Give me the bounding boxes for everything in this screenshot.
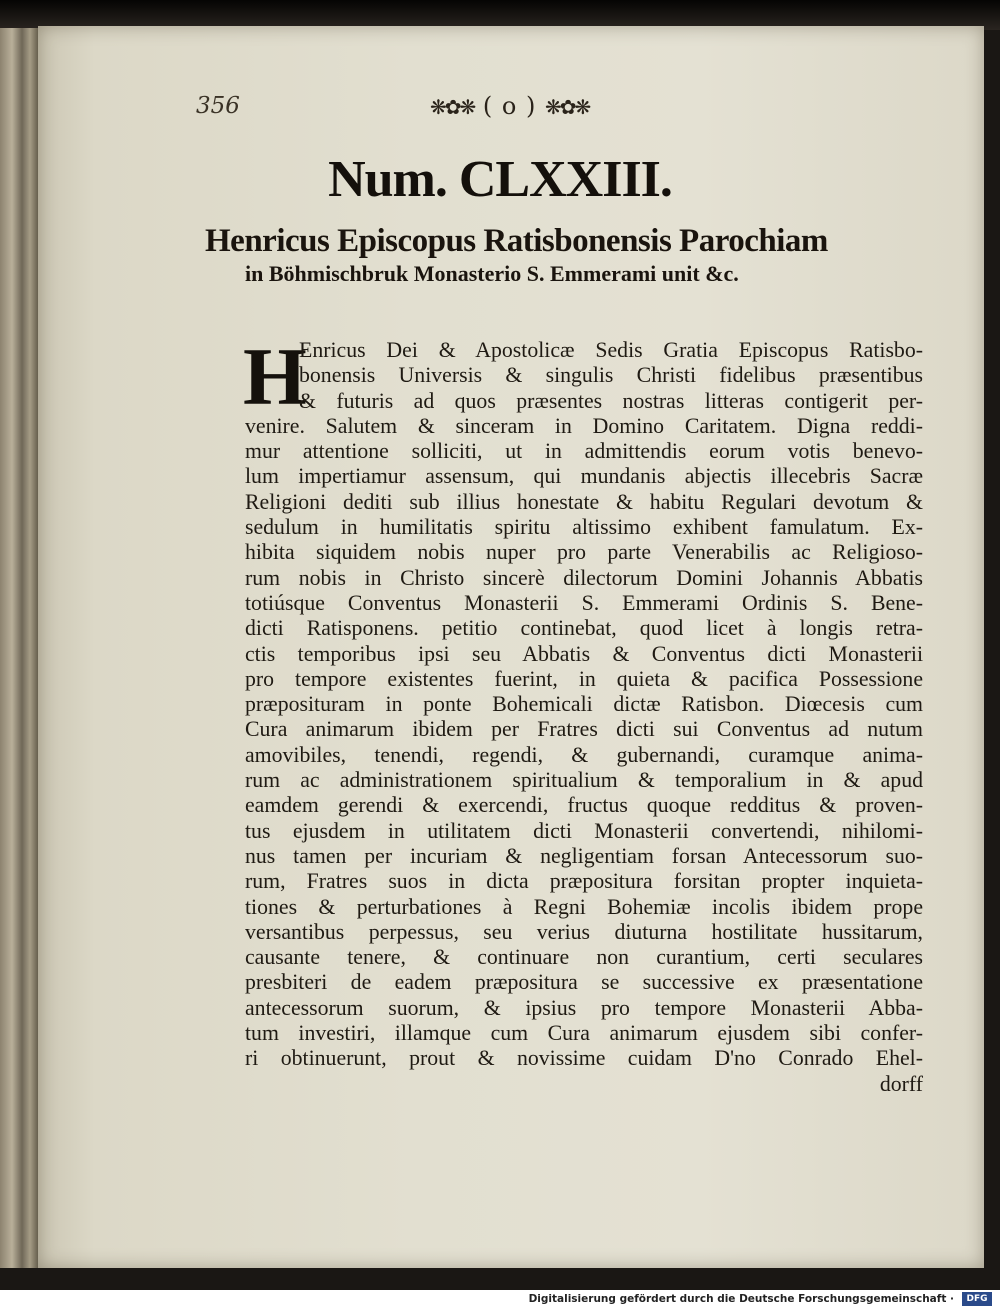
catchword: dorff [879,1071,923,1096]
body-line: versantibus perpessus, seu verius diuturna hostilitate hussitarum, [245,919,923,944]
ornament-right: ❋✿❋ [545,95,590,119]
ornament-center: ( o ) [482,92,537,120]
body-line: tiones & perturbationes à Regni Bohemiæ incolis ibidem prope [245,894,923,919]
body-line: venire. Salutem & sinceram in Domino Caritatem. Digna reddi- [245,413,923,438]
body-line: causante tenere, & continuare non curantium, certi seculares [245,945,923,970]
body-line: amovibiles, tenendi, regendi, & gubernandi, curamque anima- [245,742,923,767]
body-line: Religioni dediti sub illius honestate & habitu Regulari devotum & [245,489,923,514]
header-ornament [430,92,680,126]
body-line: tum investiri, illamque cum Cura animarum ejusdem sibi confer- [245,1021,923,1046]
body-line: ri obtinuerunt, prout & novissime cuidam D'no Conrado Ehel- [245,1046,923,1071]
body-line: & futuris ad quos præsentes nostras litteras contigerit per- [299,388,923,413]
body-line: hibita siquidem nobis nuper pro parte Venerabilis ac Religioso- [245,540,923,565]
body-line: sedulum in humilitatis spiritu altissimo exhibent famulatum. Ex- [245,515,923,540]
heading-line-2: in Böhmischbruk Monasterio S. Emmerami unit &c. [245,261,739,286]
body-line: presbiteri de eadem præpositura se successive ex præsentatione [245,970,923,995]
document-title: Num. CLXXIII. [328,151,672,208]
body-line: eamdem gerendi & exercendi, fructus quoque redditus & proven- [245,793,923,818]
book-spine-edge [0,28,40,1268]
body-line: bonensis Universis & singulis Christi fidelibus præsentibus [299,363,923,388]
body-line: mur attentione solliciti, ut in admittendis eorum votis benevo- [245,439,923,464]
body-line: dicti Ratisponens. petitio continebat, quod licet à longis retra- [245,616,923,641]
heading-line-1: Henricus Episcopus Ratisbonensis Parochiam [205,223,828,259]
body-line: antecessorum suorum, & ipsius pro tempore Monasterii Abba- [245,995,923,1020]
body-line: rum, Fratres suos in dicta præpositura forsitan propter inquieta- [245,869,923,894]
body-line: pro tempore existentes fuerint, in quieta & pacifica Possessione [245,666,923,691]
drop-cap: H [243,331,307,422]
body-line: ctis temporibus ipsi seu Abbatis & Conventus dicti Monasterii [245,641,923,666]
body-line: Enricus Dei & Apostolicæ Sedis Gratia Episcopus Ratisbo- [299,338,923,362]
body-line: tus ejusdem in utilitatem dicti Monasterii convertendi, nihilomi- [245,818,923,843]
body-line: lum impertiamur assensum, qui mundanis abjectis illecebris Sacræ [245,464,923,489]
body-line: Cura animarum ibidem per Fratres dicti sui Conventus ad nutum [245,717,923,742]
digitization-credit: Digitalisierung gefördert durch die Deutsche Forschungsgemeinschaft · [528,1293,954,1305]
body-line: rum ac administrationem spiritualium & temporalium in & apud [245,768,923,793]
body-line: præposituram in ponte Bohemicali dictæ Ratisbon. Diœcesis cum [245,692,923,717]
body-line: totiúsque Conventus Monasterii S. Emmerami Ordinis S. Bene- [245,590,923,615]
body-text [243,331,923,1097]
body-line: nus tamen per incuriam & negligentiam forsan Antecessorum suo- [245,843,923,868]
body-line: rum nobis in Christo sincerè dilectorum Domini Johannis Abbatis [245,565,923,590]
page-number: 356 [196,93,240,119]
ornament-left: ❋✿❋ [430,95,475,119]
dfg-logo: DFG [962,1292,992,1306]
